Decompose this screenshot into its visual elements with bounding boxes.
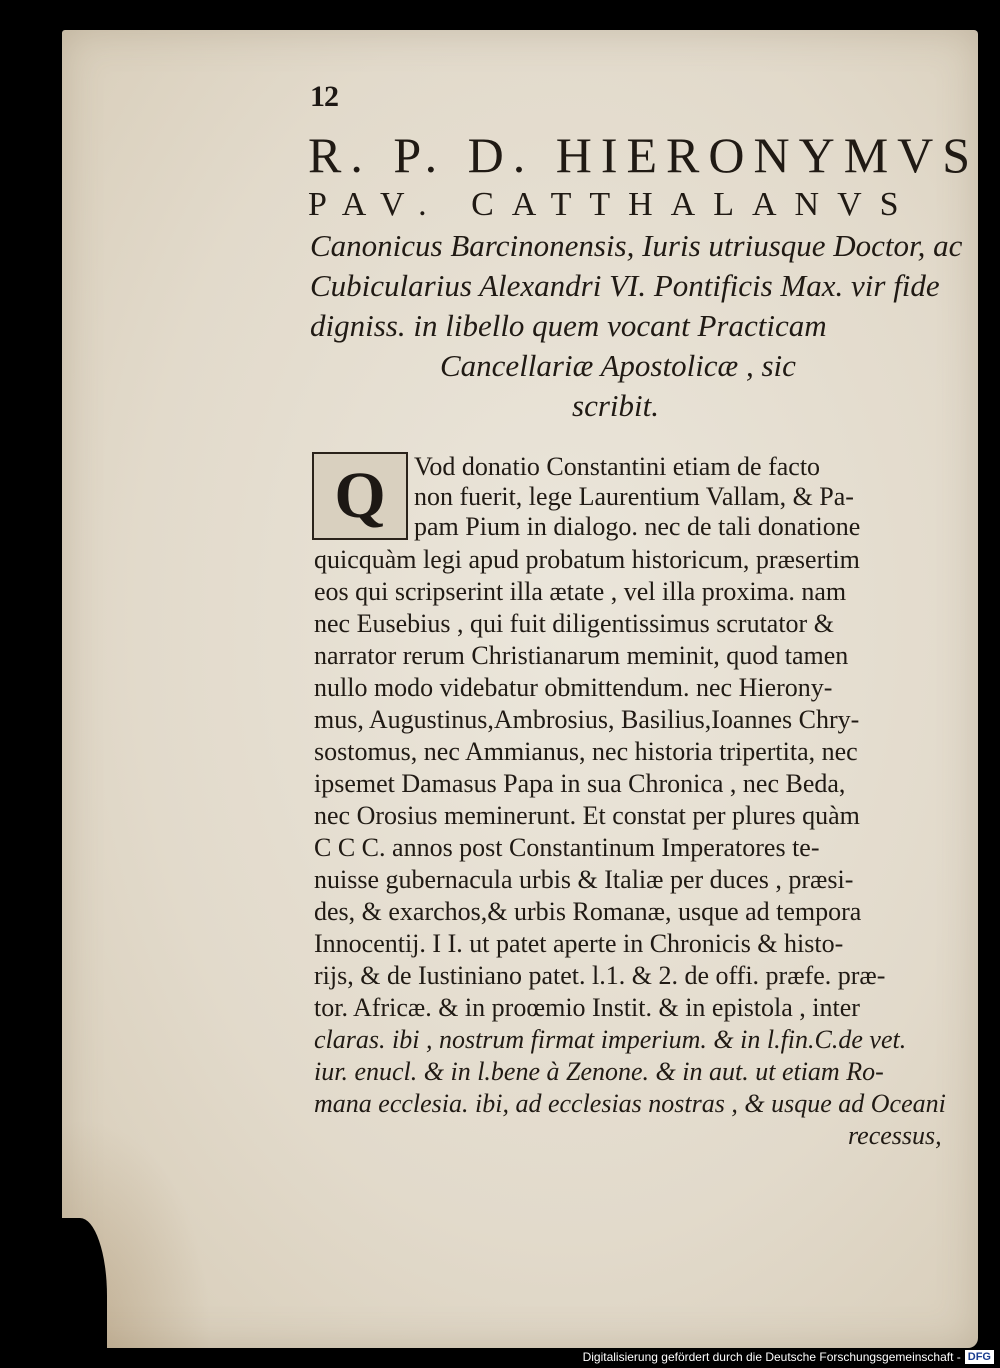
subtitle-line: digniss. in libello quem vocant Practicam — [310, 308, 827, 343]
body-line: Vod donatio Constantini etiam de facto — [414, 452, 821, 481]
body-line: non fuerit, lege Laurentium Vallam, & Pa- — [414, 482, 854, 511]
body-line: eos qui scripserint illa ætate , vel illa proxima. nam — [314, 577, 847, 606]
body-line: tor. Africæ. & in proœmio Instit. & in epistola , inter — [314, 993, 860, 1022]
body-line: ipsemet Damasus Papa in sua Chronica , nec Beda, — [314, 769, 846, 798]
body-line: nec Eusebius , qui fuit diligentissimus scrutator & — [314, 609, 834, 638]
body-line: sostomus, nec Ammianus, nec historia tripertita, nec — [314, 737, 858, 766]
body-line: recessus, — [848, 1121, 942, 1150]
body-line: pam Pium in dialogo. nec de tali donatione — [414, 512, 861, 541]
body-line: rijs, & de Iustiniano patet. l.1. & 2. de offi. præfe. præ- — [314, 961, 886, 990]
subtitle-line: Canonicus Barcinonensis, Iuris utriusque Doctor, ac — [310, 228, 963, 263]
body-line: des, & exarchos,& urbis Romanæ, usque ad tempora — [314, 897, 862, 926]
body-line: C C C. annos post Constantinum Imperatores te- — [314, 833, 820, 862]
body-line: quicquàm legi apud probatum historicum, præsertim — [314, 545, 860, 574]
body-line: narrator rerum Christianarum meminit, quod tamen — [314, 641, 849, 670]
body-line: mana ecclesia. ibi, ad ecclesias nostras , & usque ad Oceani — [314, 1089, 946, 1118]
title-line-2: PAV. CATTHALANVS — [308, 186, 917, 223]
footer-text: Digitalisierung gefördert durch die Deutsche Forschungsgemeinschaft - — [582, 1350, 961, 1364]
drop-cap-ornament — [312, 452, 408, 540]
body-line: Innocentij. I I. ut patet aperte in Chronicis & histo- — [314, 929, 844, 958]
body-line: claras. ibi , nostrum firmat imperium. & in l.fin.C.de vet. — [314, 1025, 907, 1054]
subtitle-line: Cubicularius Alexandri VI. Pontificis Max. vir fide — [310, 268, 940, 303]
page-number: 12 — [310, 80, 338, 113]
title-line-1: R. P. D. HIERONYMVS — [308, 127, 980, 183]
subtitle-line: Cancellariæ Apostolicæ , sic — [440, 348, 796, 383]
dfg-logo: DFG — [965, 1350, 994, 1364]
body-line: nec Orosius meminerunt. Et constat per plures quàm — [314, 801, 860, 830]
body-line: nullo modo videbatur obmittendum. nec Hierony- — [314, 673, 833, 702]
body-line: nuisse gubernacula urbis & Italiæ per duces , præsi- — [314, 865, 854, 894]
drop-cap-letter: Q — [334, 459, 386, 532]
subtitle-line: scribit. — [572, 388, 659, 423]
body-line: mus, Augustinus,Ambrosius, Basilius,Ioannes Chry- — [314, 705, 860, 734]
digitization-footer — [583, 1350, 994, 1364]
body-line: iur. enucl. & in l.bene à Zenone. & in aut. ut etiam Ro- — [314, 1057, 884, 1086]
